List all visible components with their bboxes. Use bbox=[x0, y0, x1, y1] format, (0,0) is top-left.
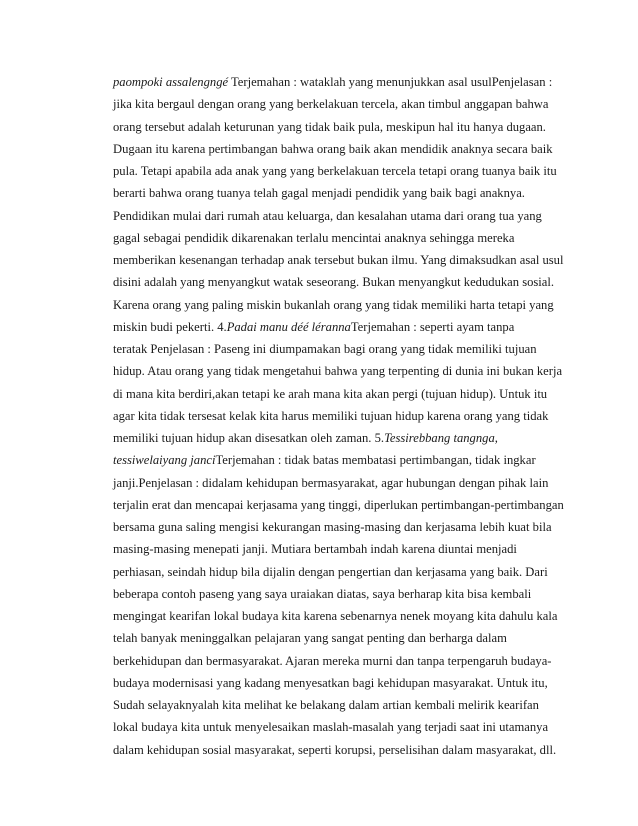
text-line bbox=[113, 316, 573, 338]
text-run: agar kita tidak tersesat kelak kita harus memiliki tujuan hidup karena orang yang tidak bbox=[113, 408, 549, 423]
italic-phrase: Tessirebbang tangnga, bbox=[384, 431, 498, 445]
text-line bbox=[113, 694, 573, 716]
text-run: mengingat kearifan lokal budaya kita karena sebenarnya nenek moyang kita dahulu kala bbox=[113, 609, 558, 623]
text-run: terjalin erat dan mencapai kerjasama yang tinggi, diperlukan pertimbangan-pertimbangan bbox=[113, 497, 564, 512]
text-run: bersama guna saling mengisi kekurangan masing-masing dan kerjasama lebih kuat bila bbox=[113, 520, 552, 534]
text-run: gagal sebagai pendidik dikarenakan terlalu mencintai anaknya sehingga mereka bbox=[113, 230, 515, 245]
text-run: memberikan kesenangan terhadap anak tersebut bukan ilmu. Yang dimaksudkan asal usul bbox=[113, 253, 564, 267]
text-run: hidup. Atau orang yang tidak mengetahui bahwa yang terpenting di dunia ini bukan kerja bbox=[113, 364, 563, 379]
text-line bbox=[113, 205, 573, 227]
text-line bbox=[113, 360, 573, 382]
italic-phrase: paompoki assalengngé bbox=[113, 75, 229, 89]
text-run: jika kita bergaul dengan orang yang berkelakuan tercela, akan timbul anggapan bahwa bbox=[113, 97, 549, 112]
text-line bbox=[113, 583, 573, 605]
text-line bbox=[113, 739, 573, 761]
italic-phrase: Padai manu déé léranna bbox=[226, 319, 351, 334]
text-line bbox=[113, 338, 573, 360]
text-line bbox=[113, 93, 573, 115]
text-line bbox=[113, 472, 573, 494]
text-run: telah banyak meninggalkan pelajaran yang sangat penting dan berharga dalam bbox=[113, 631, 507, 646]
text-line bbox=[113, 116, 573, 138]
text-line bbox=[113, 561, 573, 583]
text-line bbox=[113, 383, 573, 405]
text-run: miskin budi pekerti. 4. bbox=[113, 319, 227, 334]
text-run: di mana kita berdiri,akan tetapi ke arah mana kita akan pergi (tujuan hidup). Untuk itu bbox=[113, 386, 548, 401]
text-run: lokal budaya kita untuk menyelesaikan maslah-masalah yang terjadi saat ini utamanya bbox=[113, 720, 549, 735]
italic-phrase: tessiwelaiyang janci bbox=[113, 453, 216, 468]
text-run: Terjemahan : tidak batas membatasi pertimbangan, tidak ingkar bbox=[215, 453, 536, 468]
text-run: dalam kehidupan sosial masyarakat, seperti korupsi, perselisihan dalam masyarakat, dll. bbox=[113, 742, 557, 757]
text-run: janji.Penjelasan : didalam kehidupan bermasyarakat, agar hubungan dengan pihak lain bbox=[113, 475, 549, 490]
text-line bbox=[113, 427, 573, 449]
text-run: Pendidikan mulai dari rumah atau keluarga, dan kesalahan utama dari orang tua yang bbox=[113, 208, 542, 223]
text-run: beberapa contoh paseng yang saya uraiakan diatas, saya berharap kita bisa kembali bbox=[113, 586, 532, 601]
text-line bbox=[113, 138, 573, 160]
text-line bbox=[113, 716, 573, 738]
text-line bbox=[113, 294, 573, 316]
text-run: masing-masing menepati janji. Mutiara bertambah indah karena diuntai menjadi bbox=[113, 542, 517, 557]
text-line bbox=[113, 494, 573, 516]
text-line bbox=[113, 182, 573, 204]
text-run: berkehidupan dan bermasyarakat. Ajaran mereka murni dan tanpa terpengaruh budaya- bbox=[113, 653, 552, 668]
text-run: Sudah selayaknyalah kita melihat ke belakang dalam artian kembali melirik kearifan bbox=[113, 698, 539, 712]
text-run: budaya modernisasi yang kadang menyesatkan bagi kehidupan masyarakat. Untuk itu, bbox=[113, 675, 548, 690]
text-line bbox=[113, 71, 573, 93]
text-run: orang tersebut adalah keturunan yang tidak baik pula, meskipun hal itu hanya dugaan. bbox=[113, 119, 546, 134]
text-line bbox=[113, 449, 573, 471]
text-line bbox=[113, 650, 573, 672]
text-run: pula. Tetapi apabila ada anak yang yang berkelakuan tercela tetapi orang tuanya baik itu bbox=[113, 164, 557, 178]
text-line bbox=[113, 405, 573, 427]
text-run: Terjemahan : seperti ayam tanpa bbox=[350, 319, 515, 334]
text-run: Dugaan itu karena pertimbangan bahwa orang baik akan mendidik anaknya secara baik bbox=[113, 141, 553, 156]
text-run: perhiasan, seindah hidup bila dijalin dengan pengertian dan kerjasama yang baik. Dari bbox=[113, 564, 548, 579]
text-line bbox=[113, 672, 573, 694]
text-line bbox=[113, 160, 573, 182]
text-line bbox=[113, 627, 573, 649]
text-run: berarti bahwa orang tuanya telah gagal menjadi pendidik yang baik bagi anaknya. bbox=[113, 186, 525, 201]
text-line bbox=[113, 227, 573, 249]
text-run: disini adalah yang menyangkut watak seseorang. Bukan menyangkut kedudukan sosial. bbox=[113, 275, 555, 290]
text-run: teratak Penjelasan : Paseng ini diumpamakan bagi orang yang tidak memiliki tujuan bbox=[113, 342, 537, 356]
text-line bbox=[113, 249, 573, 271]
text-line bbox=[113, 516, 573, 538]
text-line bbox=[113, 538, 573, 560]
text-run: memiliki tujuan hidup akan disesatkan oleh zaman. 5. bbox=[113, 431, 385, 445]
text-line bbox=[113, 271, 573, 293]
text-run: Terjemahan : wataklah yang menunjukkan asal usulPenjelasan : bbox=[228, 75, 553, 89]
body-text bbox=[113, 71, 573, 761]
text-line bbox=[113, 605, 573, 627]
text-run: Karena orang yang paling miskin bukanlah orang yang tidak memiliki harta tetapi yang bbox=[113, 297, 554, 312]
